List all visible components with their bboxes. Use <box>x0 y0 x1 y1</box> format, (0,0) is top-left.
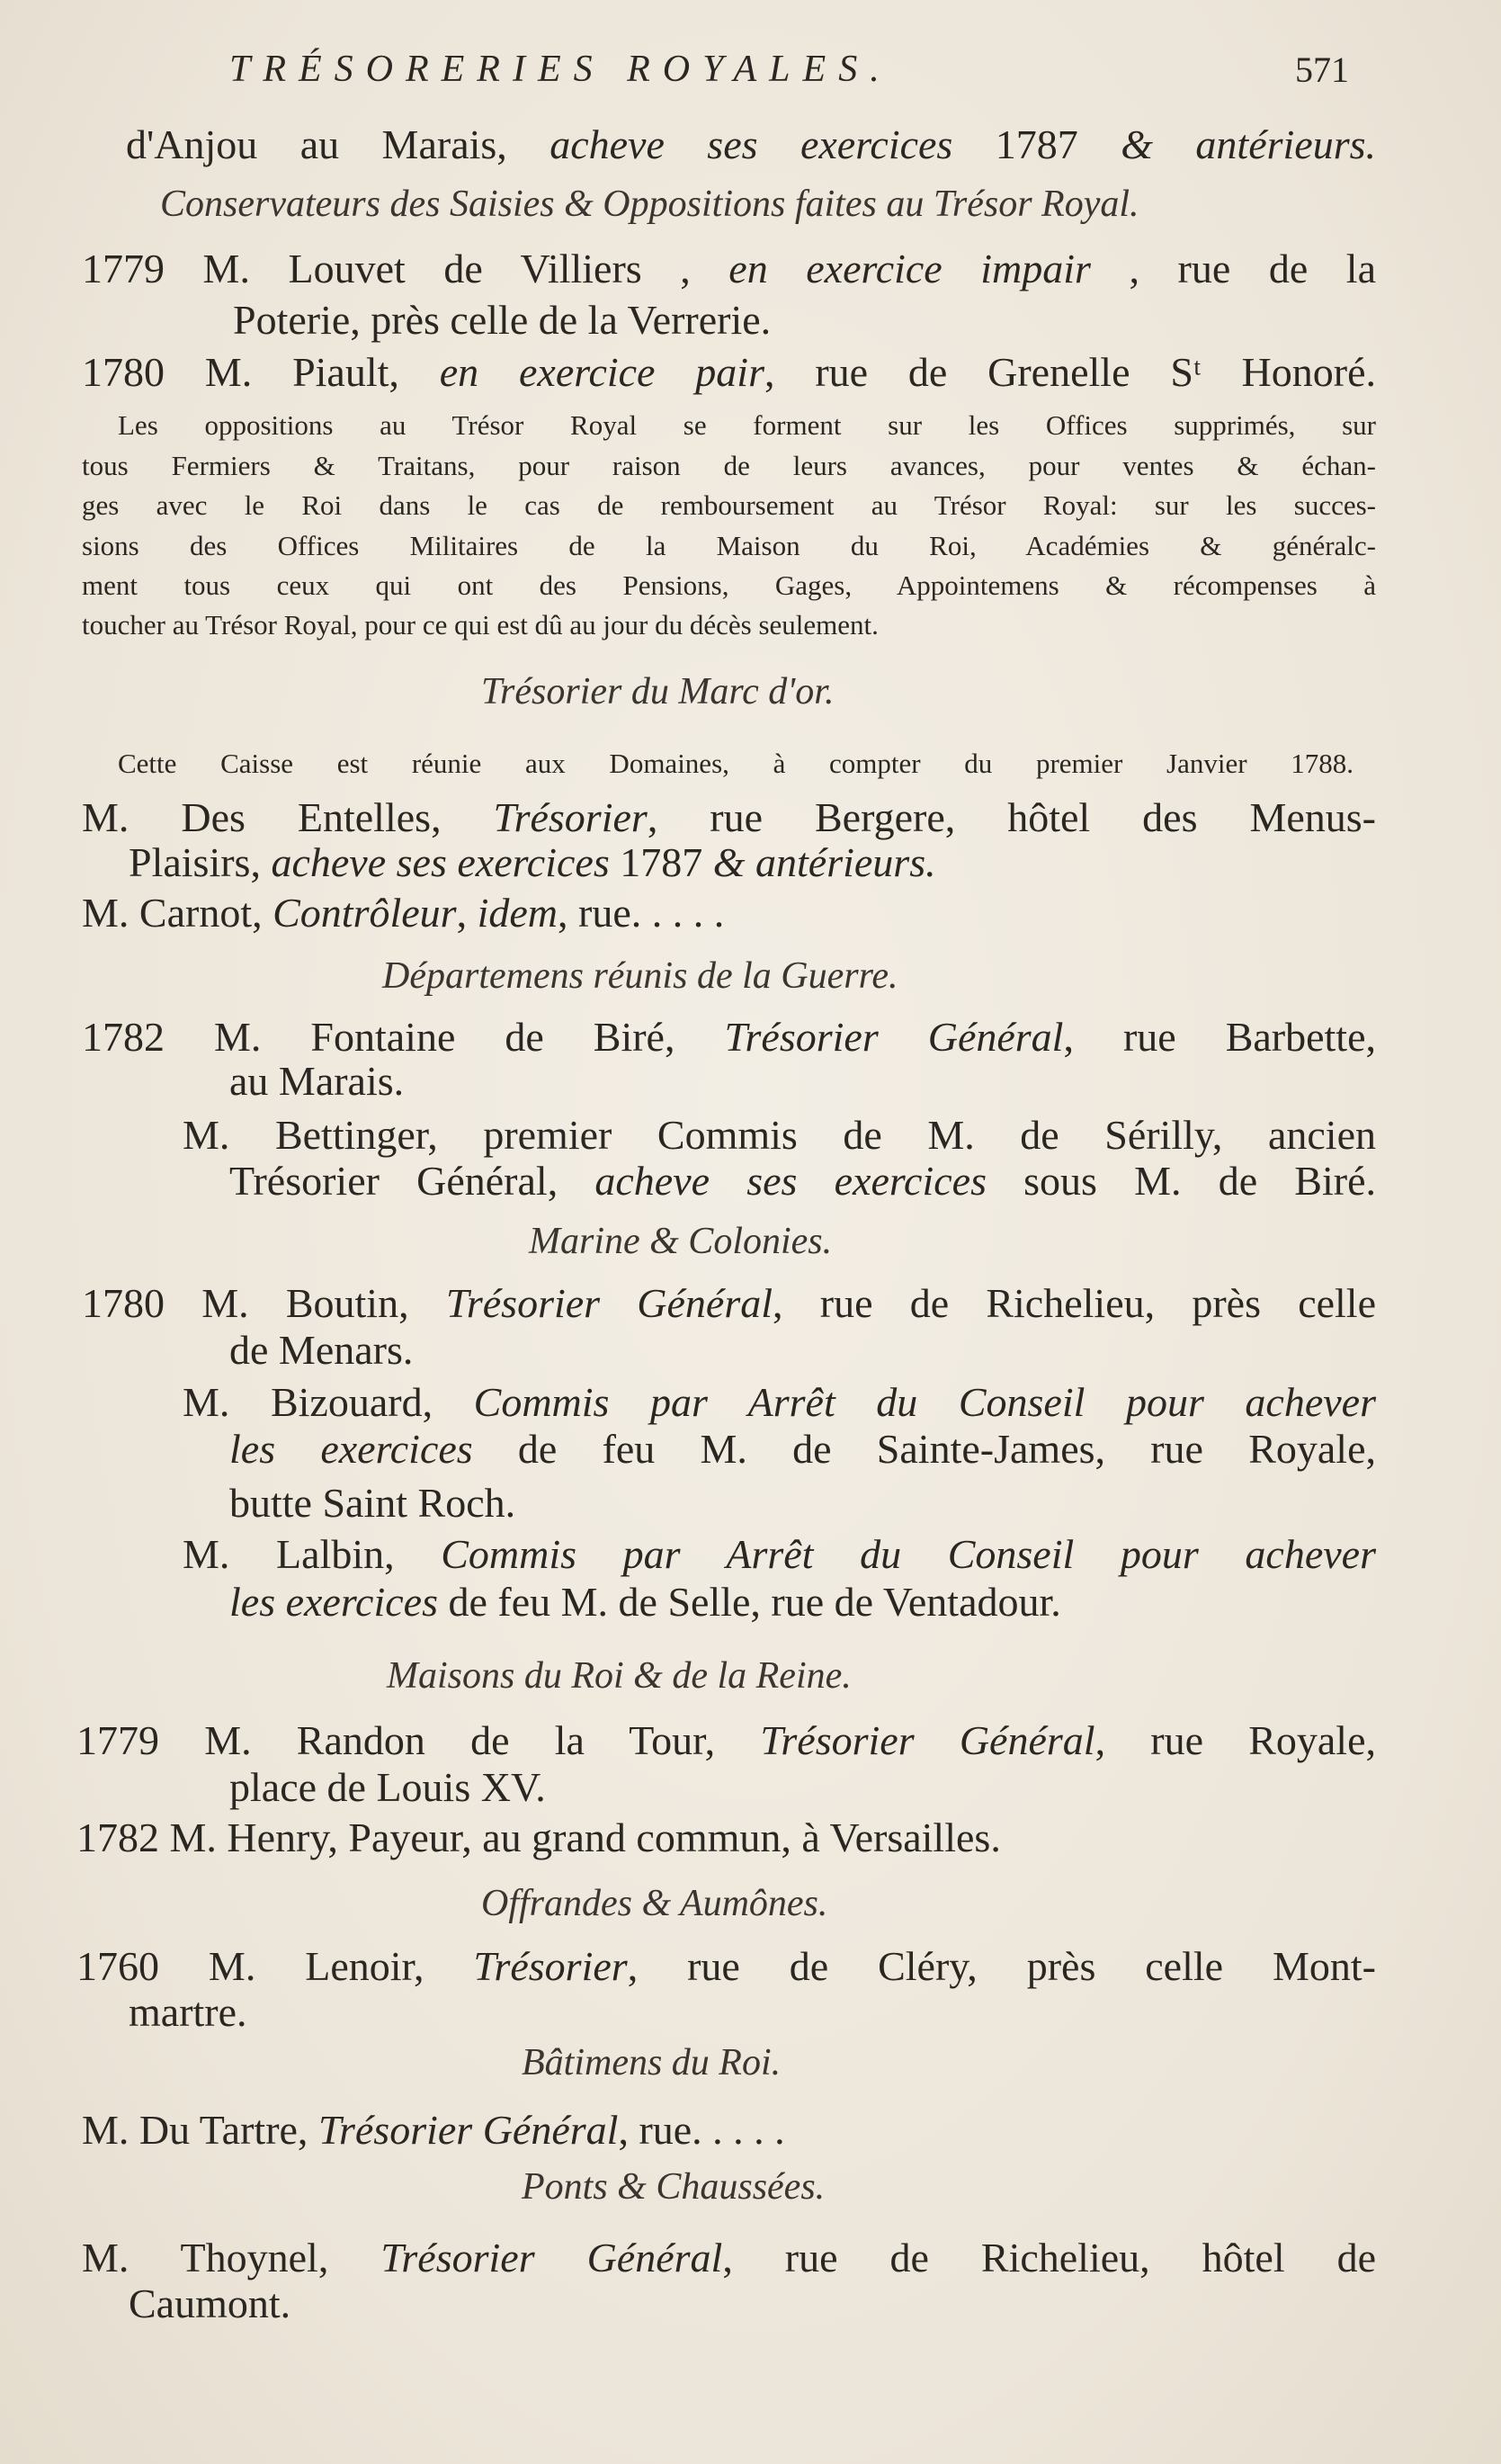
italic-text: Conservateurs des Saisies & Oppositions faites au Trésor Royal. <box>160 184 1139 225</box>
italic-text: Trésorier Général <box>760 1717 1095 1763</box>
italic-text: Maisons du Roi & de la Reine. <box>387 1655 852 1697</box>
text-segment: 1782 M. Fontaine de Biré, <box>82 1014 725 1060</box>
paragraph-line <box>82 491 1376 519</box>
text-line <box>229 1327 414 1373</box>
text-segment: , rue de Grenelle Sᵗ Honoré. <box>764 349 1377 395</box>
text-segment: toucher au Trésor Royal, pour ce qui est dû au jour du décès seulement. <box>82 609 879 641</box>
text-segment: , rue Bergere, hôtel des Menus- <box>647 794 1376 840</box>
text-segment: martre. <box>129 1989 247 2035</box>
text-line <box>229 1480 516 1526</box>
italic-text: acheve ses exercices <box>549 121 953 167</box>
text-segment: sous M. de Biré. <box>986 1158 1376 1204</box>
text-segment: 1779 M. Randon de la Tour, <box>76 1717 761 1763</box>
text-segment: M. Bettinger, premier Commis de M. de Sérilly, ancien <box>183 1112 1376 1158</box>
italic-text: & antérieurs. <box>712 839 936 885</box>
text-line <box>183 1379 1376 1425</box>
text-segment: , rue Barbette, <box>1063 1014 1377 1060</box>
italic-text: Contrôleur <box>273 890 457 936</box>
italic-text: Commis par Arrêt du Conseil pour achever <box>473 1379 1376 1425</box>
text-line <box>76 1814 1001 1860</box>
text-segment: sions des Offices Militaires de la Maison du Roi, Académies & généralc- <box>82 530 1376 561</box>
text-line <box>233 297 772 343</box>
text-segment: 1787 <box>952 121 1121 167</box>
paragraph-line <box>118 749 1354 777</box>
section-heading <box>529 1223 832 1260</box>
italic-text: Marine & Colonies. <box>529 1221 833 1262</box>
italic-text: acheve ses exercices <box>594 1158 987 1204</box>
italic-text: les exercices <box>229 1426 473 1472</box>
text-line <box>229 1764 546 1810</box>
text-segment: 1780 M. Piault, <box>82 349 440 395</box>
text-segment: place de Louis XV. <box>229 1764 546 1810</box>
italic-text: Trésorier Général <box>380 2235 723 2280</box>
text-line <box>129 2280 291 2326</box>
text-segment: M. Lalbin, <box>183 1531 442 1577</box>
italic-text: Trésorier Général <box>724 1014 1064 1060</box>
section-heading <box>160 185 1139 223</box>
text-segment: , rue. . . . . <box>558 890 725 936</box>
text-segment: butte Saint Roch. <box>229 1480 516 1526</box>
page-number: 571 <box>1295 49 1349 90</box>
italic-text: Départemens réunis de la Guerre. <box>382 955 898 997</box>
text-segment: M. Bizouard, <box>183 1379 474 1425</box>
text-segment: M. Thoynel, <box>82 2235 381 2280</box>
text-line <box>129 839 936 885</box>
italic-text: en exercice pair <box>439 349 764 395</box>
text-segment: M. Des Entelles, <box>82 794 494 840</box>
section-heading <box>382 957 898 995</box>
paragraph-line <box>82 571 1376 599</box>
text-segment: ges avec le Roi dans le cas de remboursement au Trésor Royal: sur les succes- <box>82 489 1376 521</box>
text-segment: ment tous ceux qui ont des Pensions, Gages, Appointemens & récompenses à <box>82 569 1376 601</box>
italic-text: Commis par Arrêt du Conseil pour achever <box>441 1531 1376 1577</box>
running-head-title: TRÉSORERIES ROYALES. <box>229 49 892 90</box>
text-segment: , rue Royale, <box>1094 1717 1376 1763</box>
text-segment: au Marais. <box>229 1058 405 1104</box>
text-segment: , <box>456 890 478 936</box>
italic-text: Trésorier Général <box>317 2107 619 2153</box>
section-heading <box>522 2044 781 2082</box>
section-heading <box>522 2168 825 2206</box>
text-line <box>82 2237 1376 2279</box>
text-segment: 1780 M. Boutin, <box>82 1280 446 1326</box>
italic-text: Bâtimens du Roi. <box>522 2042 782 2083</box>
text-line <box>82 349 1377 395</box>
section-heading <box>481 1885 827 1922</box>
text-line <box>76 1943 1376 1989</box>
text-segment: 1787 <box>609 839 713 885</box>
text-segment: Trésorier Général, <box>229 1158 595 1204</box>
paragraph-line <box>118 411 1376 439</box>
text-line <box>129 1989 247 2035</box>
text-segment: Plaisirs, <box>129 839 272 885</box>
text-segment: 1782 M. Henry, Payeur, au grand commun, à Versailles. <box>76 1814 1001 1860</box>
text-segment: Cette Caisse est réunie aux Domaines, à compter du premier Janvier 1788. <box>118 748 1354 779</box>
text-line <box>76 1717 1376 1763</box>
text-line <box>126 121 1377 167</box>
italic-text: Trésorier <box>493 794 648 840</box>
italic-text: idem <box>477 890 558 936</box>
italic-text: acheve ses exercices <box>271 839 610 885</box>
text-segment: Poterie, près celle de la Verrerie. <box>233 297 772 343</box>
text-line <box>229 1581 1061 1623</box>
italic-text: Trésorier du Marc d'or. <box>481 671 835 712</box>
text-segment: d'Anjou au Marais, <box>126 121 550 167</box>
text-line <box>183 1531 1376 1577</box>
text-segment: , rue de Richelieu, hôtel de <box>722 2235 1377 2280</box>
text-segment: , rue de Richelieu, près celle <box>773 1280 1376 1326</box>
italic-text: & antérieurs. <box>1121 121 1377 167</box>
italic-text: Ponts & Chaussées. <box>522 2166 826 2208</box>
italic-text: en exercice impair <box>728 246 1091 291</box>
text-segment: , rue de Cléry, près celle Mont- <box>627 1943 1376 1989</box>
text-segment: de feu M. de Sainte-James, rue Royale, <box>472 1426 1376 1472</box>
italic-text: Trésorier Général <box>445 1280 773 1326</box>
text-segment: Caumont. <box>129 2280 291 2326</box>
text-line <box>183 1112 1376 1158</box>
paragraph-line <box>82 452 1376 479</box>
text-line <box>82 1280 1376 1326</box>
text-segment: de Menars. <box>229 1327 414 1373</box>
text-line <box>82 1014 1377 1060</box>
italic-text: Offrandes & Aumônes. <box>481 1883 828 1924</box>
paragraph-line <box>82 532 1376 560</box>
text-line <box>82 794 1376 840</box>
text-line <box>229 1426 1376 1472</box>
text-segment: 1779 M. Louvet de Villiers , <box>82 246 729 291</box>
text-segment: M. Carnot, <box>82 890 273 936</box>
text-line <box>82 248 1376 290</box>
text-segment: de feu M. de Selle, rue de Ventadour. <box>437 1579 1061 1625</box>
text-segment: Les oppositions au Trésor Royal se forment sur les Offices supprimés, sur <box>118 409 1376 441</box>
text-line <box>229 1160 1376 1202</box>
paragraph-line <box>82 611 879 639</box>
text-line <box>82 2107 785 2153</box>
text-line <box>229 1058 405 1104</box>
text-segment: 1760 M. Lenoir, <box>76 1943 474 1989</box>
italic-text: Trésorier <box>473 1943 628 1989</box>
text-segment: M. Du Tartre, <box>82 2107 318 2153</box>
text-segment: tous Fermiers & Traitans, pour raison de leurs avances, pour ventes & échan- <box>82 450 1376 481</box>
section-heading <box>481 673 834 711</box>
italic-text: les exercices <box>229 1579 438 1625</box>
section-heading <box>387 1657 852 1695</box>
text-line <box>82 892 724 934</box>
text-segment: , rue. . . . . <box>618 2107 785 2153</box>
text-segment: , rue de la <box>1090 246 1376 291</box>
